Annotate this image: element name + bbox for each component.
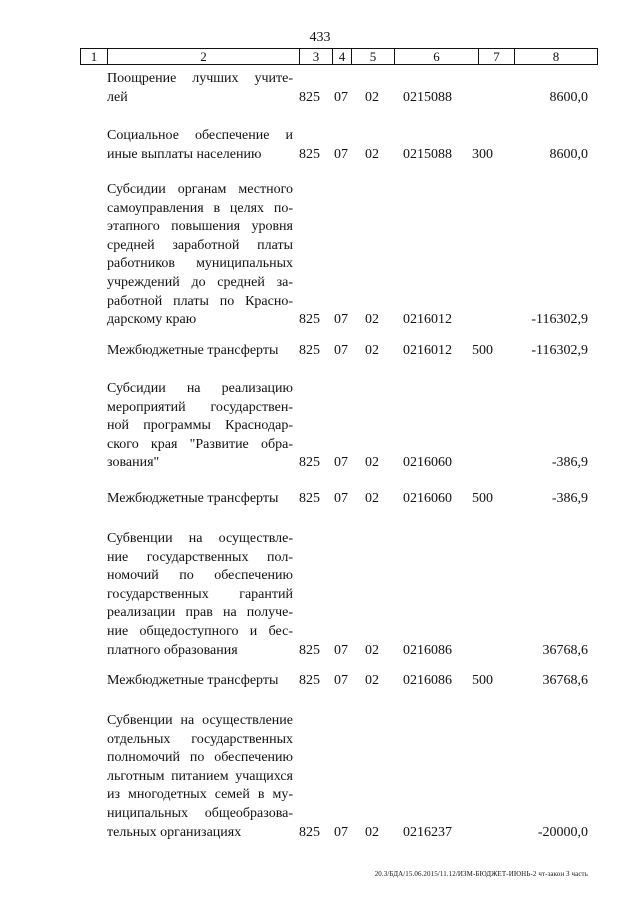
row-description-line: полномочий по обеспечению xyxy=(107,750,293,766)
row-description xyxy=(107,490,293,509)
row-description-line: зования" xyxy=(107,455,160,471)
row-description-line: этапного повышения уровня xyxy=(107,219,293,235)
table-row xyxy=(0,712,640,842)
row-section-code: 07 xyxy=(334,491,348,506)
row-description-line: дарскому краю xyxy=(107,312,197,328)
row-description-line: работной платы по Красно- xyxy=(107,293,293,309)
row-subsection-code: 02 xyxy=(365,642,379,658)
row-target-article-code: 0216012 xyxy=(403,312,452,328)
row-section-code: 07 xyxy=(334,673,348,688)
page-number: 433 xyxy=(309,30,331,45)
document-footer-code: 20.3/БДА/15.06.2015/11.12/ИЗМ-БЮДЖЕТ-ИЮНЬ-2 чт-закон 3 часть xyxy=(374,870,588,878)
table-row xyxy=(0,181,640,330)
row-description-line: номочий по обеспечению xyxy=(107,568,293,584)
table-row xyxy=(0,127,640,164)
row-target-article-code: 0216237 xyxy=(403,824,452,840)
row-amount: 8600,0 xyxy=(549,89,588,105)
row-target-article-code: 0215088 xyxy=(403,89,452,105)
column-header-7: 7 xyxy=(479,49,515,65)
column-header-2: 2 xyxy=(108,49,300,65)
row-ministry-code: 825 xyxy=(299,824,320,840)
row-description-line: ние общедоступного и бес- xyxy=(107,623,293,639)
row-amount: -116302,9 xyxy=(531,343,588,358)
row-amount: 8600,0 xyxy=(549,146,588,162)
row-description-line: ского края "Развитие обра- xyxy=(107,436,293,452)
row-description-line: иные выплаты населению xyxy=(107,146,262,162)
row-description-line: отдельных государственных xyxy=(107,731,293,747)
column-header-3: 3 xyxy=(300,49,333,65)
row-description-line: Социальное обеспечение и xyxy=(107,128,293,143)
row-subsection-code: 02 xyxy=(365,824,379,840)
row-section-code: 07 xyxy=(334,642,348,658)
column-header-1: 1 xyxy=(81,49,108,65)
row-amount: -116302,9 xyxy=(531,312,588,328)
row-description-line: работников муниципальных xyxy=(107,256,293,272)
row-expense-type-code: 500 xyxy=(472,673,493,688)
row-amount: 36768,6 xyxy=(542,673,588,688)
row-target-article-code: 0216086 xyxy=(403,673,452,688)
row-expense-type-code: 300 xyxy=(472,146,493,162)
row-target-article-code: 0215088 xyxy=(403,146,452,162)
row-description xyxy=(107,712,293,842)
row-description xyxy=(107,380,293,473)
row-description xyxy=(107,70,293,107)
row-description-line: из многодетных семей в му- xyxy=(107,787,293,803)
row-description xyxy=(107,530,293,660)
column-header-table xyxy=(80,48,598,65)
row-amount: 36768,6 xyxy=(542,642,588,658)
table-row xyxy=(0,530,640,660)
row-description-line: самоуправления в целях по- xyxy=(107,200,293,216)
row-description-line: Межбюджетные трансферты xyxy=(107,491,279,506)
row-subsection-code: 02 xyxy=(365,312,379,328)
row-description-line: Субсидии органам местного xyxy=(107,182,293,197)
row-description-line: государственных гарантий xyxy=(107,586,293,602)
row-description xyxy=(107,342,293,361)
row-description-line: Субвенции на осуществление xyxy=(107,713,293,728)
row-ministry-code: 825 xyxy=(299,491,320,506)
table-row xyxy=(0,342,640,361)
row-ministry-code: 825 xyxy=(299,343,320,358)
row-description-line: средней заработной платы xyxy=(107,237,293,253)
row-amount: -20000,0 xyxy=(537,824,588,840)
table-row xyxy=(0,490,640,509)
row-subsection-code: 02 xyxy=(365,146,379,162)
column-header-4: 4 xyxy=(333,49,352,65)
row-description-line: ниципальных общеобразова- xyxy=(107,805,293,821)
row-ministry-code: 825 xyxy=(299,89,320,105)
row-ministry-code: 825 xyxy=(299,455,320,471)
row-description xyxy=(107,181,293,330)
row-section-code: 07 xyxy=(334,343,348,358)
row-description-line: Поощрение лучших учите- xyxy=(107,71,293,86)
row-ministry-code: 825 xyxy=(299,146,320,162)
column-header-6: 6 xyxy=(395,49,479,65)
row-description-line: тельных организациях xyxy=(107,824,242,840)
row-description-line: Межбюджетные трансферты xyxy=(107,343,279,358)
row-subsection-code: 02 xyxy=(365,89,379,105)
row-description-line: Субсидии на реализацию xyxy=(107,381,293,396)
row-section-code: 07 xyxy=(334,455,348,471)
row-expense-type-code: 500 xyxy=(472,491,493,506)
row-ministry-code: 825 xyxy=(299,312,320,328)
row-target-article-code: 0216060 xyxy=(403,455,452,471)
row-description-line: Межбюджетные трансферты xyxy=(107,673,279,688)
row-subsection-code: 02 xyxy=(365,491,379,506)
table-row xyxy=(0,70,640,107)
row-section-code: 07 xyxy=(334,312,348,328)
row-description xyxy=(107,127,293,164)
row-section-code: 07 xyxy=(334,146,348,162)
column-header-row xyxy=(81,49,598,65)
row-amount: -386,9 xyxy=(551,491,588,506)
column-header-8: 8 xyxy=(515,49,598,65)
row-section-code: 07 xyxy=(334,89,348,105)
row-subsection-code: 02 xyxy=(365,343,379,358)
row-description-line: мероприятий государствен- xyxy=(107,399,293,415)
table-row xyxy=(0,380,640,473)
row-description-line: ние государственных пол- xyxy=(107,549,293,565)
row-description-line: льготным питанием учащихся xyxy=(107,768,293,784)
row-description-line: учреждений до средней за- xyxy=(107,274,293,290)
row-target-article-code: 0216012 xyxy=(403,343,452,358)
table-row xyxy=(0,672,640,691)
row-description-line: ной программы Краснодар- xyxy=(107,418,293,434)
row-subsection-code: 02 xyxy=(365,455,379,471)
row-ministry-code: 825 xyxy=(299,642,320,658)
row-description-line: реализации прав на получе- xyxy=(107,605,293,621)
row-target-article-code: 0216060 xyxy=(403,491,452,506)
row-target-article-code: 0216086 xyxy=(403,642,452,658)
row-description-line: платного образования xyxy=(107,642,238,658)
row-amount: -386,9 xyxy=(551,455,588,471)
row-description-line: лей xyxy=(107,89,128,105)
row-description xyxy=(107,672,293,691)
column-header-5: 5 xyxy=(352,49,395,65)
row-section-code: 07 xyxy=(334,824,348,840)
row-ministry-code: 825 xyxy=(299,673,320,688)
row-description-line: Субвенции на осуществле- xyxy=(107,531,293,546)
row-expense-type-code: 500 xyxy=(472,343,493,358)
row-subsection-code: 02 xyxy=(365,673,379,688)
